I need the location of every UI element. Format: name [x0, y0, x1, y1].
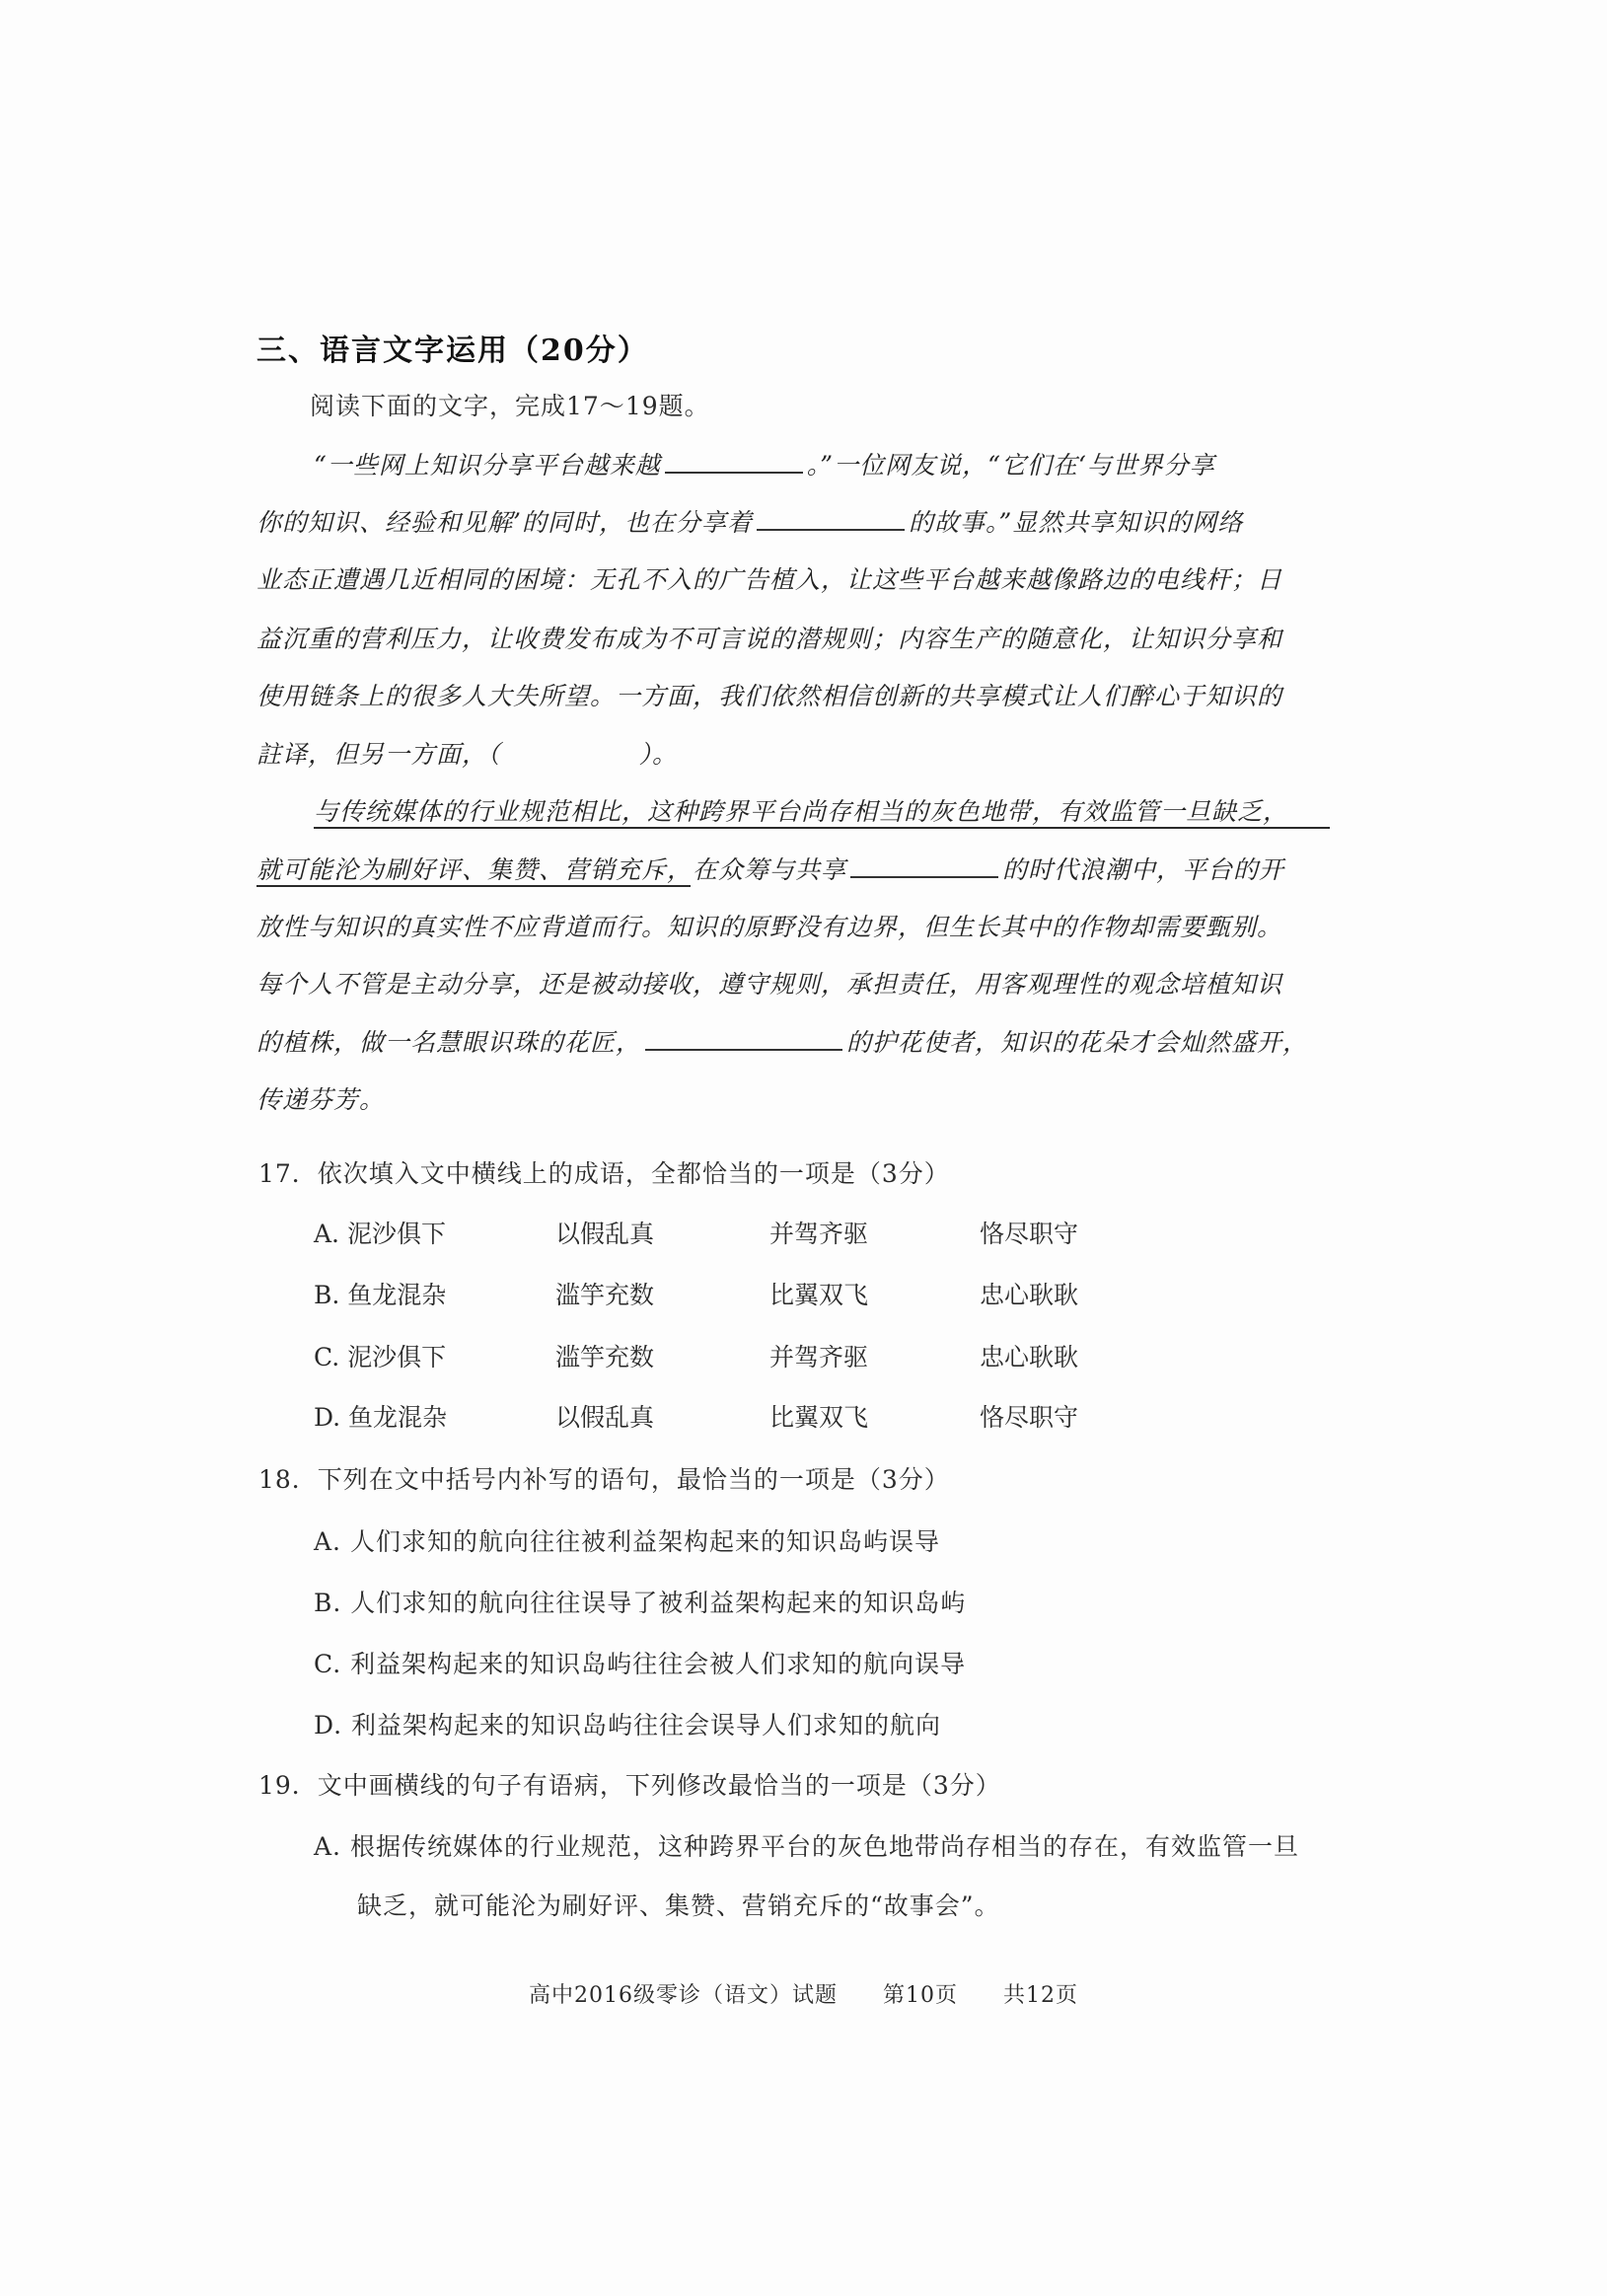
exam-page: 三、语言文字运用（20分） 阅读下面的文字，完成17～19题。 “一些网上知识分享平台越来越 。”一位网友说，“它们在‘与世界分享 你的知识、经验和见解’的同时，也在分享着 的故事。”显然共享知识的网络 业态正遭遇几近相同的困境：无孔不入的广告植入，让这些平台越来越像路边的电线杆；日 益沉重的营利压力，让收费发布成为不可言说的潜规则；内容生产的随意化，让知识分享和 使用链条上的很多人大失所望。一方面，我们依然相信创新的共享模式让人们醉心于知识的 註译，但另一方面，（ ）。 与传统媒体的行业规范相比，这种跨界平台尚存相当的灰色地带，有效监管一旦缺乏， 就可能沦为刷好评、集赞、营销充斥，在众筹与共享 的时代浪潮中，平台的开 放性与知识的真实性不应背道而行。知识的原野没有边界，但生长其中的作物却需要甄别。 每个人不管是主动分享，还是被动接收，遵守规则，承担责任，用客观理性的观念培植知识 的植株，做一名慧眼识珠的花匠， 的护花使者，知识的花朵才会灿然盛开， 传递芬芳。 17．依次填入文中横线上的成语，全都恰当的一项是（3分） A. 泥沙俱下 以假乱真 并驾齐驱 恪尽职守 B. 鱼龙混杂 滥竽充数 比翼双飞 忠心耿耿 C. 泥沙俱下 滥竽充数 并驾齐驱 忠心耿耿 D. 鱼龙混杂 以假乱真 比翼双飞 恪尽职守 18．下列在文中括号内补写的语句，最恰当的一项是（3分） A. 人们求知的航向往往被利益架构起来的知识岛屿误导 B. 人们求知的航向往往误导了被利益架构起来的知识岛屿 C. 利益架构起来的知识岛屿往往会被人们求知的航向误导 D. 利益架构起来的知识岛屿往往会误导人们求知的航向 19．文中画横线的句子有语病，下列修改最恰当的一项是（3分） A. 根据传统媒体的行业规范，这种跨界平台的灰色地带尚存相当的存在，有效监管一旦 缺乏，就可能沦为刷好评、集赞、营销充斥的“故事会”。 高中2016级零诊（语文）试题 第10页 共12页: [0, 0, 1607, 2296]
passage-line: 益沉重的营利压力，让收费发布成为不可言说的潜规则；内容生产的随意化，让知识分享和: [256, 625, 1283, 653]
passage-line: “一些网上知识分享平台越来越 。”一位网友说，“它们在‘与世界分享: [314, 446, 1215, 481]
passage-line: 你的知识、经验和见解’的同时，也在分享着 的故事。”显然共享知识的网络: [256, 503, 1243, 539]
sentence-underline: [256, 885, 691, 887]
q19-option-a-line-1: A. 根据传统媒体的行业规范，这种跨界平台的灰色地带尚存相当的存在，有效监管一旦: [314, 1832, 1299, 1861]
answer-blank: [757, 503, 905, 531]
sentence-underline: [314, 827, 1330, 829]
passage-line: 使用链条上的很多人大失所望。一方面，我们依然相信创新的共享模式让人们醉心于知识的: [256, 682, 1283, 710]
q18-option-a: A. 人们求知的航向往往被利益架构起来的知识岛屿误导: [314, 1527, 940, 1556]
q18-option-b: B. 人们求知的航向往往误导了被利益架构起来的知识岛屿: [314, 1589, 967, 1617]
underlined-sentence-line: 与传统媒体的行业规范相比，这种跨界平台尚存相当的灰色地带，有效监管一旦缺乏，: [314, 797, 1289, 826]
passage-line: 传递芬芳。: [256, 1085, 386, 1114]
q19-option-a-line-2: 缺乏，就可能沦为刷好评、集赞、营销充斥的“故事会”。: [357, 1891, 1000, 1920]
answer-blank: [645, 1023, 842, 1051]
q18-option-d: D. 利益架构起来的知识岛屿往往会误导人们求知的航向: [314, 1711, 942, 1740]
answer-blank: [850, 851, 998, 878]
section-heading: 三、语言文字运用（20分）: [256, 333, 649, 368]
question-17-stem: 17．依次填入文中横线上的成语，全都恰当的一项是（3分）: [258, 1159, 950, 1188]
answer-blank: [665, 446, 803, 474]
question-18-stem: 18．下列在文中括号内补写的语句，最恰当的一项是（3分）: [258, 1465, 950, 1494]
passage-line: 业态正遭遇几近相同的困境：无孔不入的广告植入，让这些平台越来越像路边的电线杆；日: [256, 565, 1283, 594]
question-19-stem: 19．文中画横线的句子有语病，下列修改最恰当的一项是（3分）: [258, 1771, 1001, 1800]
passage-line: 每个人不管是主动分享，还是被动接收，遵守规则，承担责任，用客观理性的观念培植知识: [256, 970, 1283, 999]
passage-line: 的植株，做一名慧眼识珠的花匠， 的护花使者，知识的花朵才会灿然盛开，: [256, 1023, 1308, 1059]
q18-option-c: C. 利益架构起来的知识岛屿往往会被人们求知的航向误导: [314, 1650, 967, 1678]
reading-instruction: 阅读下面的文字，完成17～19题。: [310, 392, 710, 420]
passage-line: 放性与知识的真实性不应背道而行。知识的原野没有边界，但生长其中的作物却需要甄别。: [256, 913, 1283, 941]
page-footer: 高中2016级零诊（语文）试题 第10页 共12页: [529, 1983, 1078, 2008]
underlined-sentence-line: 就可能沦为刷好评、集赞、营销充斥，在众筹与共享 的时代浪潮中，平台的开: [256, 851, 1284, 886]
passage-line: 註译，但另一方面，（ ）。: [256, 740, 679, 769]
